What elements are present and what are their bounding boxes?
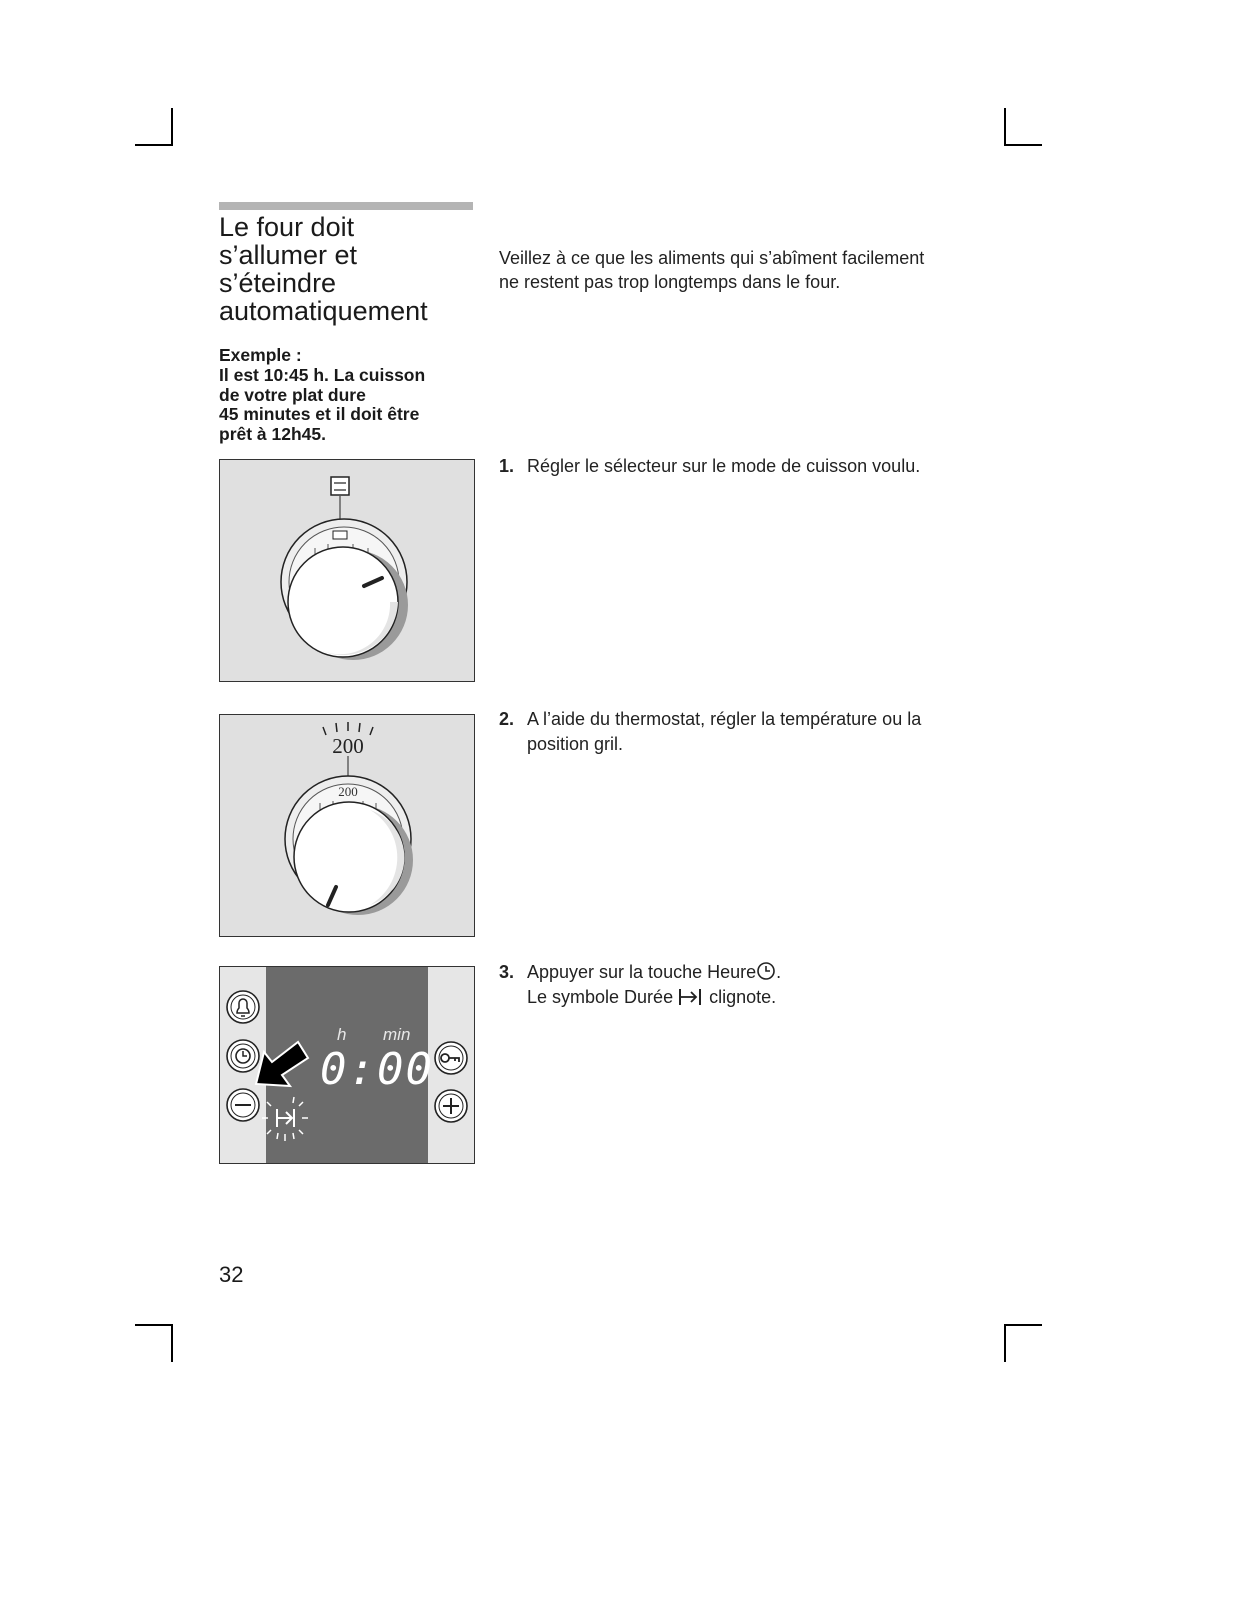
crop-mark: [1004, 108, 1006, 146]
example-text: Exemple : Il est 10:45 h. La cuisson de votre plat dure 45 minutes et il doit être prêt à 12h45.: [219, 345, 426, 445]
duration-icon: [678, 988, 704, 1006]
display-unit-hours: h: [337, 1025, 347, 1044]
thermostat-ring-label: 200: [338, 784, 358, 799]
crop-mark: [135, 144, 173, 146]
key-button[interactable]: [435, 1042, 467, 1074]
clock-icon: [756, 961, 776, 981]
thermostat-label: 200: [332, 734, 364, 758]
crop-mark: [1004, 1324, 1042, 1326]
step-text: A l’aide du thermostat, régler la température ou la position gril.: [527, 709, 922, 754]
step-number: 1.: [499, 456, 515, 476]
plus-button[interactable]: [435, 1090, 467, 1122]
step-number: 3.: [499, 962, 515, 982]
crop-mark: [1004, 144, 1042, 146]
crop-mark: [135, 1324, 173, 1326]
section-title: Le four doit s’allumer et s’éteindre automatiquement: [219, 212, 428, 326]
bell-button[interactable]: [227, 991, 259, 1023]
crop-mark: [171, 1324, 173, 1362]
display-time: 0:00: [320, 1044, 434, 1095]
title-rule: [219, 202, 473, 210]
step-number: 2.: [499, 709, 515, 729]
step-text: Régler le sélecteur sur le mode de cuisson voulu.: [527, 456, 921, 476]
thermostat-illustration: [220, 715, 474, 936]
note-text: Veillez à ce que les aliments qui s’abîment facilement ne restent pas trop longtemps dans le four.: [499, 248, 925, 292]
control-panel-illustration: [220, 967, 474, 1163]
step-3-line-1: Appuyer sur la touche Heure: [527, 962, 757, 982]
page-number: 32: [219, 1262, 244, 1287]
figure-control-panel: [219, 966, 475, 1164]
function-selector-illustration: [220, 460, 474, 681]
figure-thermostat: [219, 714, 475, 937]
crop-mark: [1004, 1324, 1006, 1362]
minus-button[interactable]: [227, 1089, 259, 1121]
clock-button[interactable]: [227, 1040, 259, 1072]
crop-mark: [171, 108, 173, 146]
step-3-line-2: Le symbole Durée: [527, 987, 674, 1007]
step-text: Appuyer sur la touche Heure . Le symbole Durée clignote.: [527, 962, 782, 1007]
figure-function-selector: [219, 459, 475, 682]
display-unit-minutes: min: [383, 1025, 411, 1044]
